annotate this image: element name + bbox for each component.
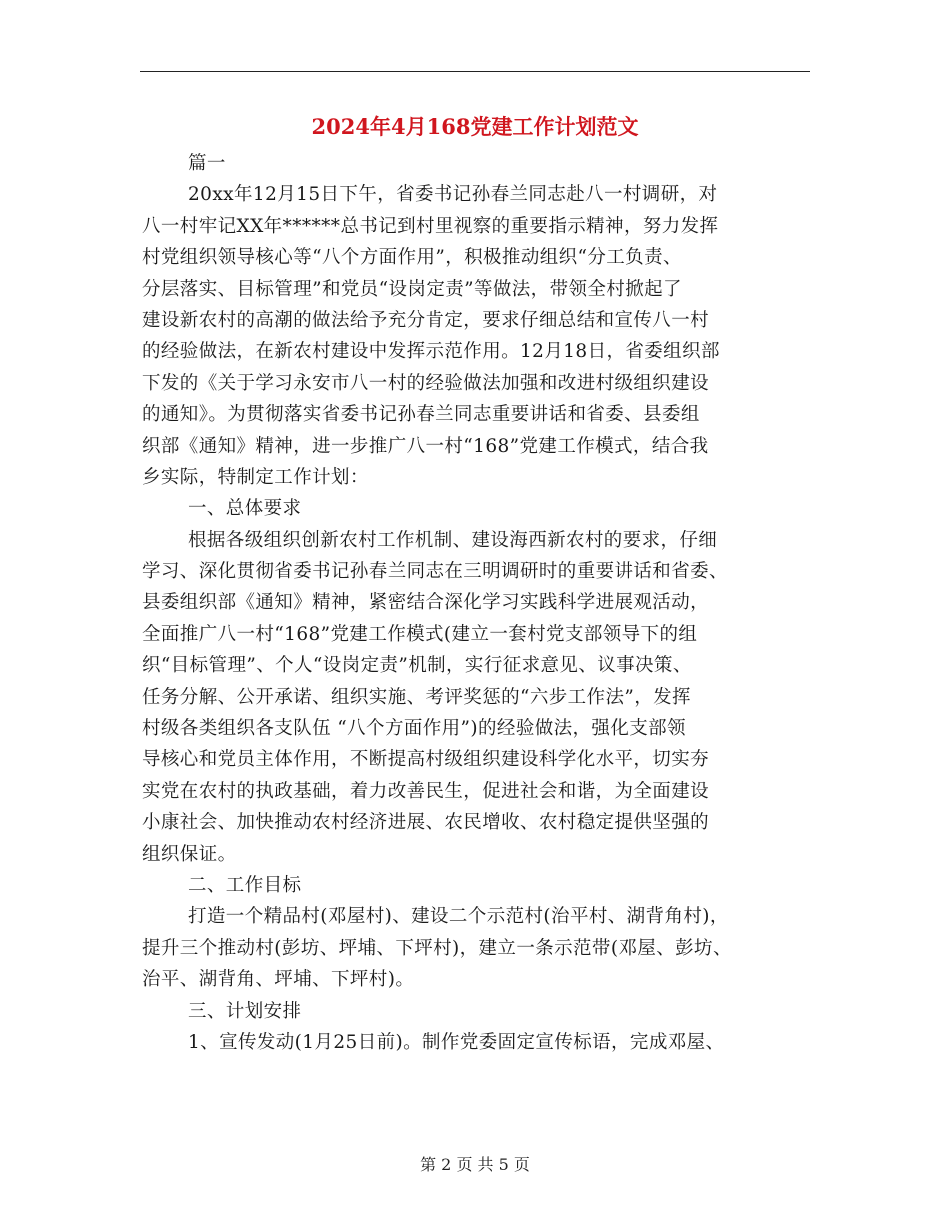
- paragraph-line: 的经验做法，在新农村建设中发挥示范作用。12月18日，省委组织部: [142, 341, 720, 363]
- document-title: 2024年4月168党建工作计划范文: [311, 114, 639, 139]
- paragraph-line: 治平、湖背角、坪埔、下坪村)。: [142, 969, 415, 991]
- paragraph-line: 县委组织部《通知》精神，紧密结合深化学习实践科学进展观活动，: [142, 592, 710, 614]
- paragraph-line: 学习、深化贯彻省委书记孙春兰同志在三明调研时的重要讲话和省委、: [142, 561, 728, 583]
- paragraph-line: 织部《通知》精神，进一步推广八一村“168”党建工作模式，结合我: [142, 435, 709, 457]
- document-body: [142, 148, 814, 1058]
- paragraph-line: 分层落实、目标管理”和党员“设岗定责”等做法，带领全村掀起了: [142, 278, 682, 300]
- paragraph-line: 建设新农村的高潮的做法给予充分肯定，要求仔细总结和宣传八一村: [142, 309, 710, 331]
- paragraph-line: 乡实际，特制定工作计划：: [142, 466, 369, 488]
- paragraph-line: 打造一个精品村(邓屋村)、建设二个示范村(治平村、湖背角村)，: [188, 906, 729, 928]
- paragraph-line: 村党组织领导核心等“八个方面作用”，积极推动组织“分工负责、: [142, 247, 682, 269]
- paragraph-line: 一、总体要求: [188, 498, 302, 520]
- paragraph-line: 二、工作目标: [188, 874, 302, 896]
- paragraph-line: 导核心和党员主体作用，不断提高村级组织建设科学化水平，切实夯: [142, 749, 710, 771]
- header-rule: [140, 71, 810, 72]
- paragraph-line: 篇一: [188, 153, 226, 174]
- paragraph-line: 任务分解、公开承诺、组织实施、考评奖惩的“六步工作法”，发挥: [142, 686, 691, 708]
- paragraph-line: 下发的《关于学习永安市八一村的经验做法加强和改进村级组织建设: [142, 372, 710, 394]
- paragraph-line: 提升三个推动村(彭坊、坪埔、下坪村)，建立一条示范带(邓屋、彭坊、: [142, 937, 732, 959]
- page-footer: 第 2 页 共 5 页: [420, 1155, 530, 1174]
- paragraph-line: 八一村牢记XX年******总书记到村里视察的重要指示精神，努力发挥: [142, 215, 719, 237]
- paragraph-line: 织“目标管理”、个人“设岗定责”机制，实行征求意见、议事决策、: [142, 655, 692, 677]
- paragraph-line: 的通知》。为贯彻落实省委书记孙春兰同志重要讲话和省委、县委组: [142, 404, 700, 426]
- paragraph-line: 三、计划安排: [188, 1000, 302, 1022]
- paragraph-line: 组织保证。: [142, 843, 237, 865]
- paragraph-line: 根据各级组织创新农村工作机制、建设海西新农村的要求，仔细: [188, 529, 718, 551]
- paragraph-line: 小康社会、加快推动农村经济进展、农民增收、农村稳定提供坚强的: [142, 812, 710, 834]
- paragraph-line: 实党在农村的执政基础，着力改善民生，促进社会和谐，为全面建设: [142, 780, 710, 802]
- paragraph-line: 1、宣传发动(1月25日前)。制作党委固定宣传标语，完成邓屋、: [188, 1031, 725, 1053]
- paragraph-line: 村级各类组织各支队伍 “八个方面作用”)的经验做法，强化支部领: [142, 718, 686, 740]
- paragraph-line: 20xx年12月15日下午，省委书记孙春兰同志赴八一村调研，对: [188, 184, 718, 206]
- paragraph-line: 全面推广八一村“168”党建工作模式(建立一套村党支部领导下的组: [142, 623, 698, 645]
